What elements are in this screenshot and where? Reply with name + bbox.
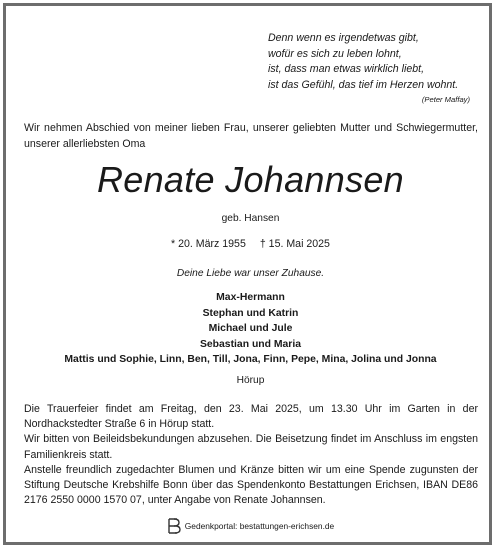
mourner: Max-Hermann (216, 292, 285, 303)
life-dates (6, 238, 495, 250)
service-info (24, 402, 478, 508)
maiden-name: geb. Hansen (221, 213, 280, 224)
poem-line: ist das Gefühl, das tief im Herzen wohnt. (268, 78, 459, 91)
service-paragraph: Die Trauerfeier findet am Freitag, den 23. Mai 2025, um 13.30 Uhr im Garten in der Nordhackstedter Straße 6 in Hörup statt. (24, 403, 478, 431)
mourner: Michael und Jule (208, 323, 293, 334)
mourner: Mattis und Sophie, Linn, Ben, Till, Jona, Finn, Pepe, Mina, Jolina und Jonna (64, 354, 437, 365)
service-paragraph: Anstelle freundlich zugedachter Blumen und Kränze bitten wir um eine Spende zugunsten der Stiftung Deutsche Krebshilfe Bonn über das Spendenkonto Bestattungen Erichsen, IBAN DE86 2176 2550 0000 1570 07, unter Angabe von Renate Johannsen. (24, 463, 478, 507)
poem-line: ist, dass man etwas wirklich liebt, (268, 63, 425, 76)
mourners-list (6, 290, 495, 368)
eb-logo-icon (167, 518, 181, 534)
mourner: Stephan und Katrin (202, 307, 299, 319)
memorial-portal-link[interactable]: Gedenkportal: bestattungen-erichsen.de (184, 521, 335, 531)
mourner: Sebastian und Maria (199, 338, 302, 350)
deceased-name: Renate Johannsen (96, 159, 405, 200)
service-paragraph: Wir bitten von Beileidsbekundungen abzusehen. Die Beisetzung findet im Anschluss im engsten Familienkreis statt. (24, 433, 478, 461)
death-date: † 15. Mai 2025 (259, 238, 330, 250)
intro-text: Wir nehmen Abschied von meiner lieben Frau, unserer geliebten Mutter und Schwiegermutter, unserer allerliebsten Oma (24, 122, 478, 150)
poem-line: wofür es sich zu leben lohnt, (268, 47, 402, 60)
poem-author: (Peter Maffay) (421, 95, 470, 104)
poem-line: Denn wenn es irgendetwas gibt, (268, 32, 419, 44)
place: Hörup (236, 375, 265, 386)
motto: Deine Liebe war unser Zuhause. (176, 268, 325, 279)
obituary-frame (3, 3, 492, 545)
footer (6, 518, 495, 534)
poem (268, 31, 458, 93)
birth-date: * 20. März 1955 (171, 238, 246, 250)
